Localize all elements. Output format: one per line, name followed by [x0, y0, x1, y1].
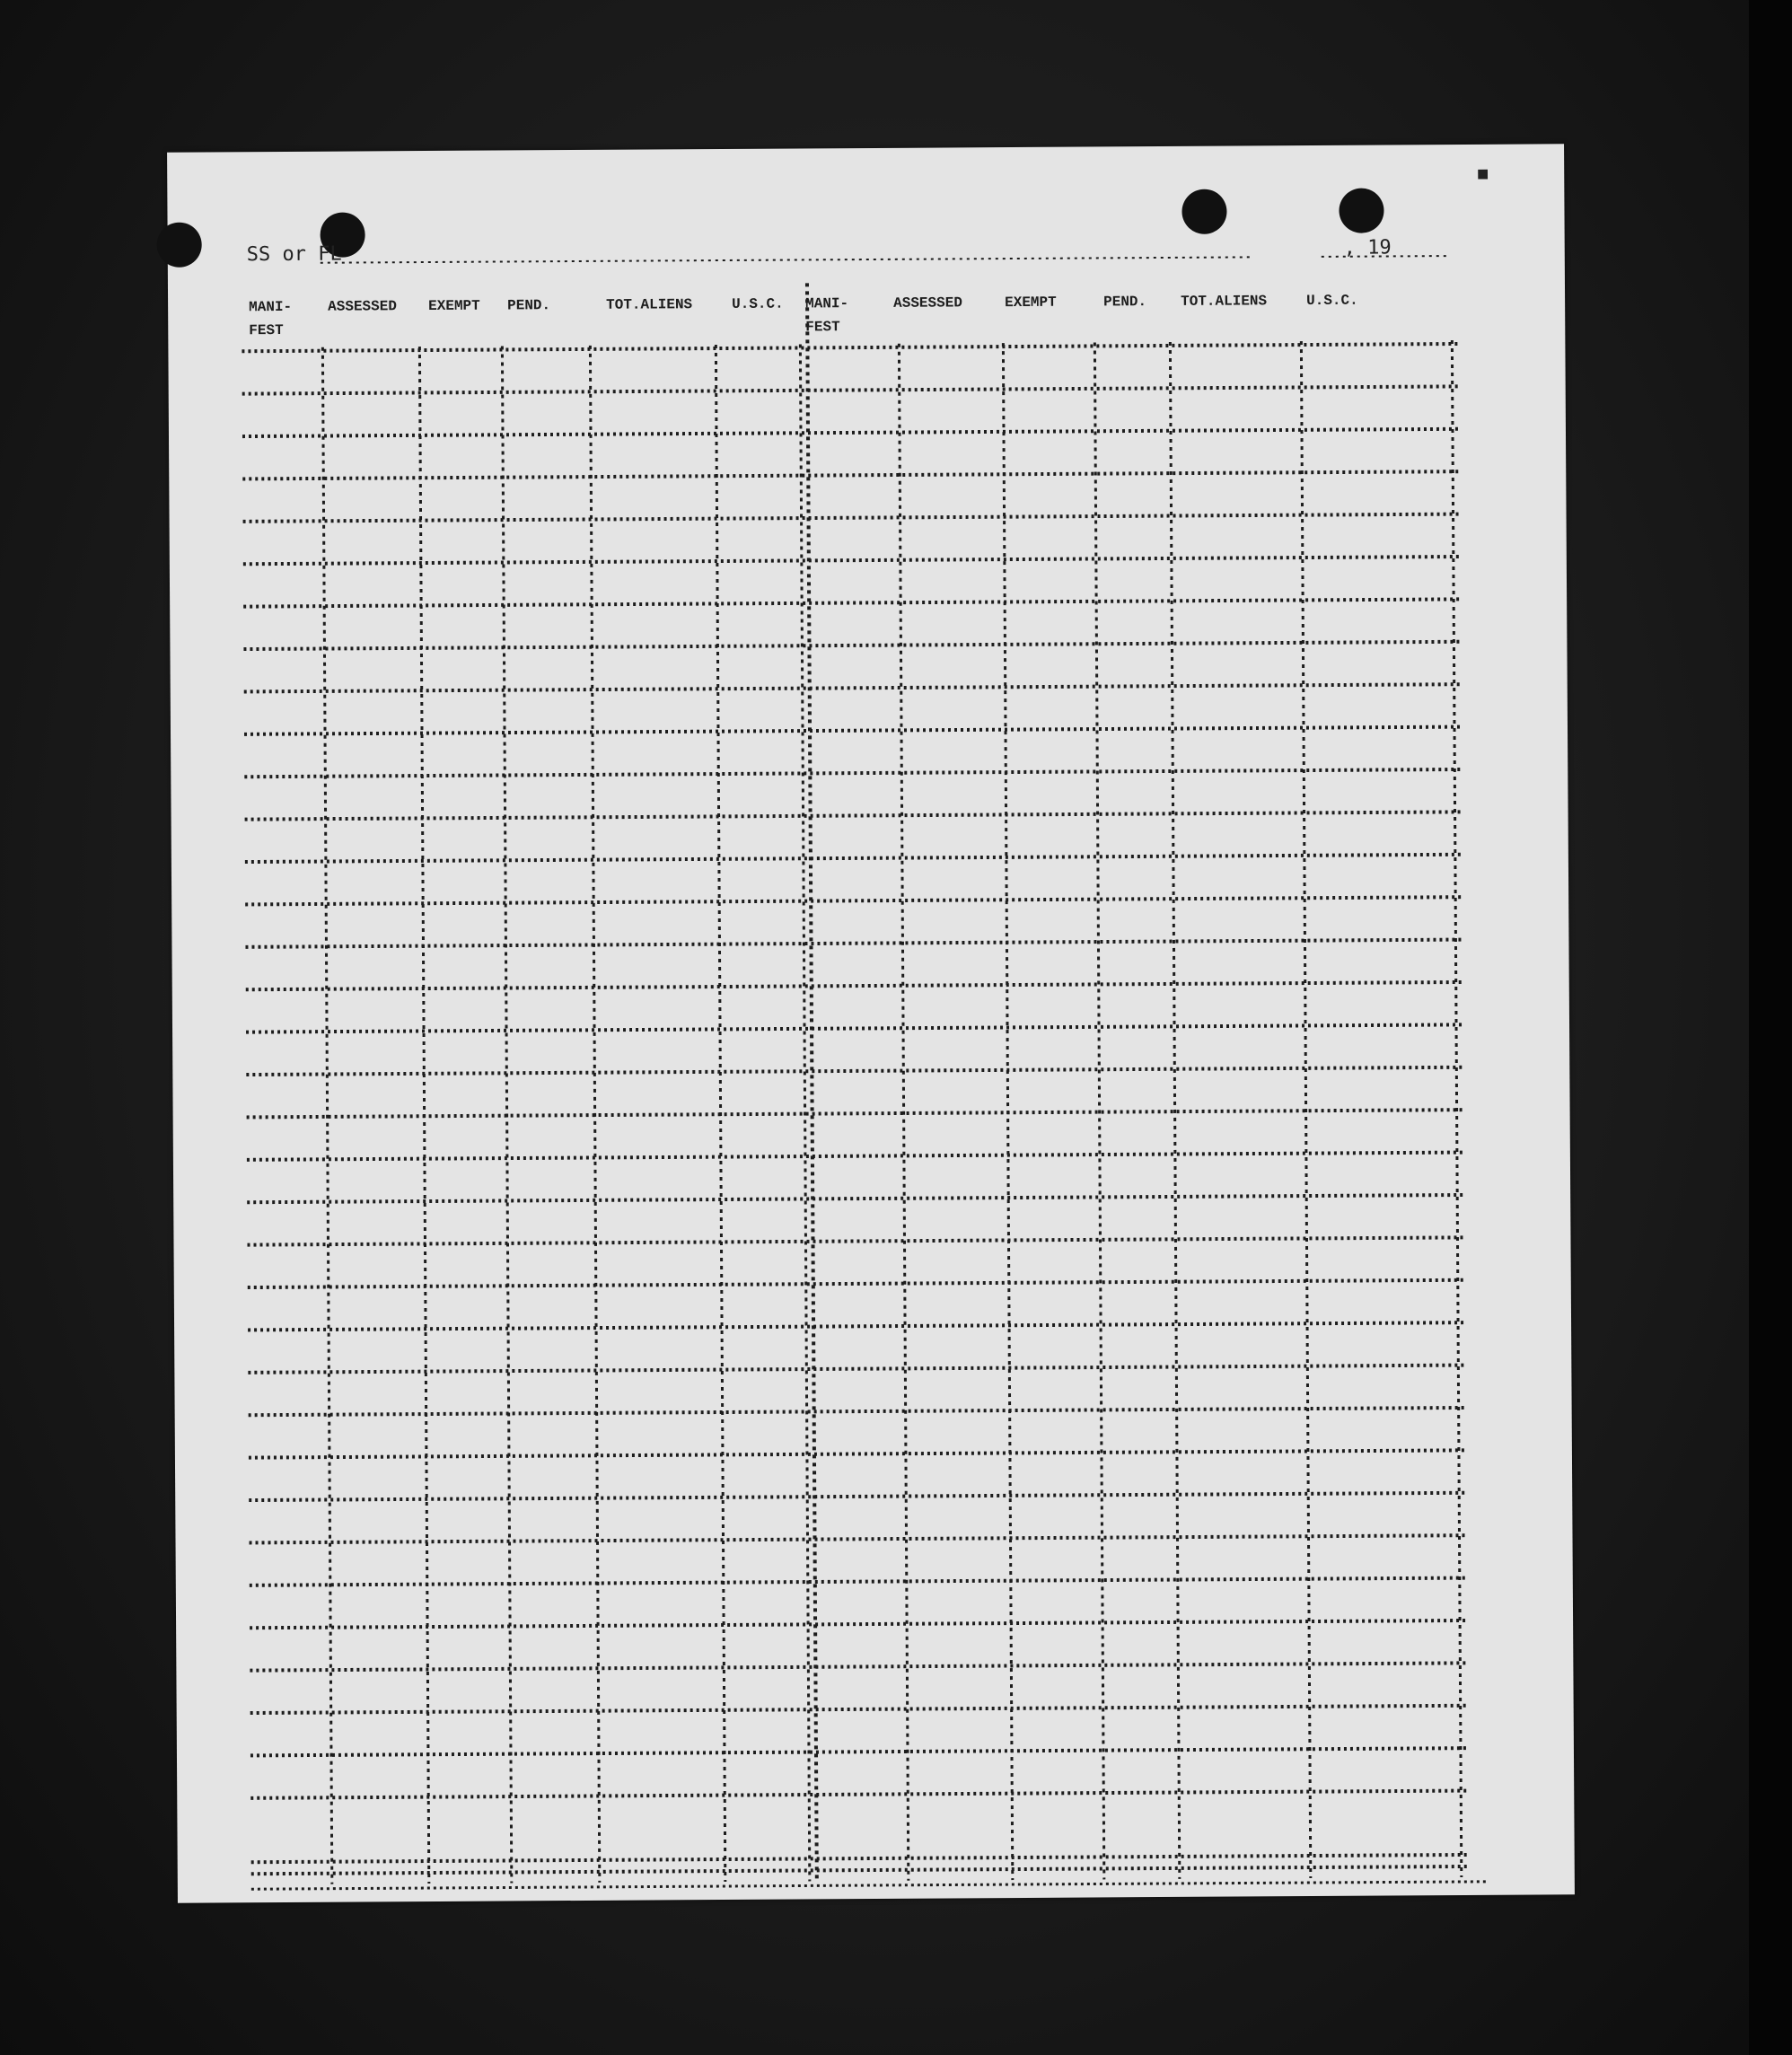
column-rule	[419, 347, 428, 1884]
row-rule	[246, 1024, 1465, 1032]
column-rule	[502, 346, 511, 1883]
row-rule	[249, 1450, 1468, 1457]
row-rule	[249, 1493, 1468, 1500]
column-rule	[590, 346, 599, 1883]
row-rule	[244, 727, 1463, 734]
center-rule	[807, 283, 817, 1881]
row-rule	[248, 1366, 1467, 1373]
row-rule	[242, 471, 1462, 479]
col-left-assessed: ASSESSED	[328, 298, 397, 315]
row-rule	[246, 982, 1465, 989]
row-rule	[250, 1748, 1470, 1755]
bottom-rule	[251, 1882, 1489, 1889]
row-rule	[247, 1237, 1466, 1244]
row-rule	[250, 1791, 1470, 1798]
col-left-tot-aliens: TOT.ALIENS	[606, 296, 693, 313]
col-left-manifest: MANI- FEST	[249, 298, 293, 339]
corner-mark: ■	[1478, 163, 1489, 183]
row-rule	[242, 429, 1462, 436]
row-rule	[246, 1067, 1465, 1075]
row-rule	[247, 1153, 1466, 1160]
row-rule	[250, 1578, 1469, 1585]
row-rule	[243, 557, 1463, 564]
col-right-exempt: EXEMPT	[1005, 294, 1057, 312]
scan-edge	[1749, 0, 1792, 2055]
column-rule	[716, 345, 725, 1882]
form-grid	[167, 144, 1575, 1902]
col-right-pend: PEND.	[1103, 294, 1147, 311]
row-rule	[245, 855, 1464, 862]
year-label: , 19	[1343, 236, 1392, 259]
col-left-usc: U.S.C.	[732, 295, 784, 312]
col-right-tot-aliens: TOT.ALIENS	[1181, 293, 1268, 310]
row-rule	[242, 386, 1462, 393]
row-rule	[243, 599, 1463, 606]
row-rule	[248, 1322, 1467, 1330]
row-rule	[245, 812, 1464, 819]
row-rule	[249, 1408, 1468, 1415]
row-rule	[243, 642, 1463, 649]
row-rule	[245, 897, 1464, 904]
ss-label: SS or FL	[246, 242, 342, 267]
col-left-pend: PEND.	[507, 297, 551, 314]
row-rule	[250, 1535, 1469, 1542]
row-rule	[242, 344, 1461, 351]
row-rule	[248, 1280, 1467, 1287]
column-rule	[1003, 343, 1012, 1880]
row-rule	[245, 940, 1464, 947]
col-left-exempt: EXEMPT	[428, 297, 480, 314]
col-right-usc: U.S.C.	[1306, 292, 1358, 310]
row-rule	[243, 514, 1463, 522]
row-rule	[251, 1855, 1471, 1862]
row-rule	[251, 1866, 1471, 1874]
row-rule	[250, 1706, 1470, 1713]
row-rule	[244, 684, 1463, 691]
row-rule	[250, 1663, 1469, 1670]
form-sheet	[167, 144, 1575, 1902]
row-rule	[247, 1110, 1466, 1117]
col-right-manifest: MANI- FEST	[805, 295, 849, 336]
row-rule	[244, 769, 1463, 777]
row-rule	[250, 1620, 1469, 1628]
col-right-assessed: ASSESSED	[893, 294, 962, 312]
row-rule	[247, 1195, 1466, 1202]
